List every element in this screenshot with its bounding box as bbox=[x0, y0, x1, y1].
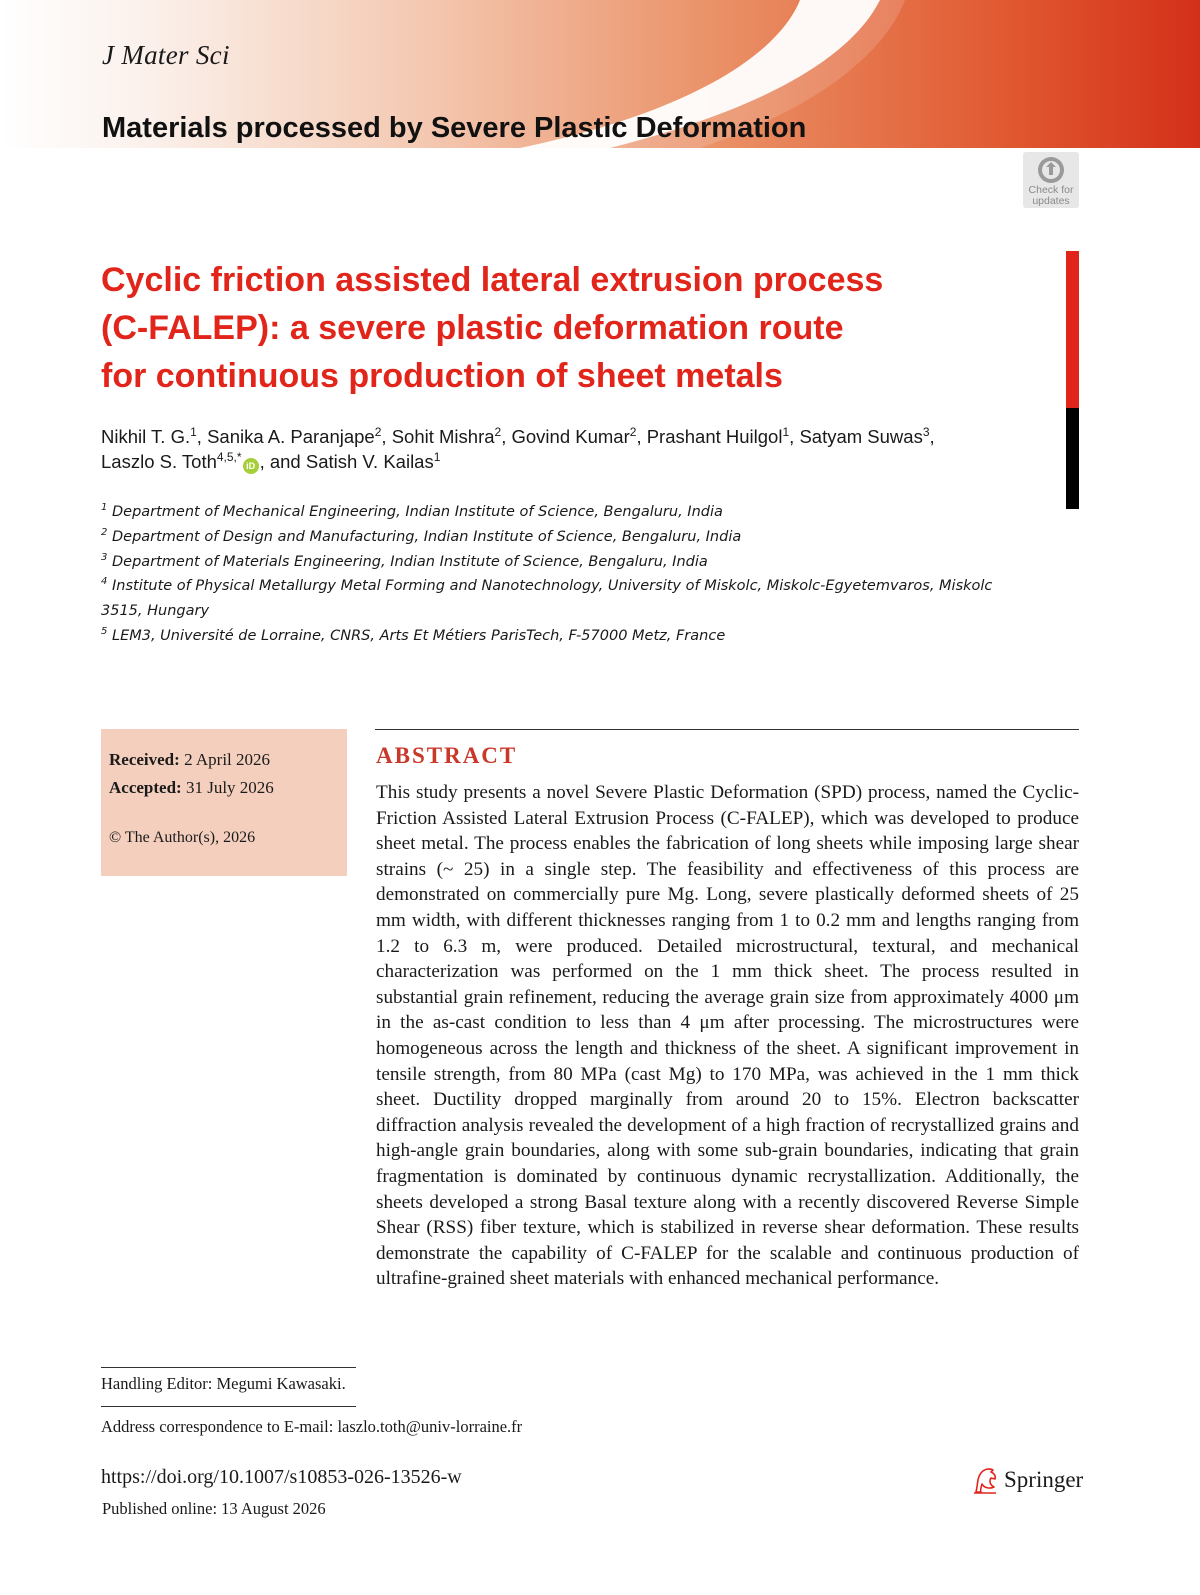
author-name: Govind Kumar bbox=[511, 426, 630, 447]
title-line: (C-FALEP): a severe plastic deformation route bbox=[101, 309, 844, 347]
article-dates-box bbox=[101, 729, 347, 876]
received-row bbox=[109, 749, 339, 771]
correspondence-email-link[interactable]: laszlo.toth@univ-lorraine.fr bbox=[337, 1417, 523, 1436]
author-name: Laszlo S. Toth bbox=[101, 451, 217, 472]
affiliation-text: Department of Materials Engineering, Indian Institute of Science, Bengaluru, India bbox=[111, 553, 708, 570]
received-date: 2 April 2026 bbox=[184, 750, 271, 769]
author-affiliation-ref: 1 bbox=[190, 424, 197, 439]
accent-bar-red bbox=[1066, 251, 1079, 408]
abstract-text: This study presents a novel Severe Plastic Deformation (SPD) process, named the Cyclic-Friction Assisted Lateral Extrusion Process (C-FALEP), which was developed to produce sheet metal. The process enables the fabrication of long sheets while imposing large shear strains (~ 25) in a single step. The feasibility and effectiveness of this process are demonstrated on commercially pure Mg. Long, severe plastically deformed sheets of 25 mm width, with different thicknesses ranging from 1 to 0.2 mm and lengths ranging from 1.2 to 6.3 m, were produced. Detailed microstructural, textural, and mechanical characterization was performed on the 1 mm thick sheet. The process resulted in substantial grain refinement, reducing the average grain size from approximately 4000 μm in the as-cast condition to less than 4 μm after processing. The microstructures were homogeneous across the length and thickness of the sheet. A significant improvement in tensile strength, from 80 MPa (cast Mg) to 170 MPa, was achieved in the 1 mm thick sheet. Ductility dropped marginally from around 20 to 15%. Electron backscatter diffraction analysis revealed the development of a high fraction of recrystallized grains and high-angle grain boundaries, along with some sub-grain boundaries, indicating that grain fragmentation is dominated by continuous dynamic recrystallization. Additionally, the sheets developed a strong Basal texture along with a recently discovered Reverse Simple Shear (RSS) fiber texture, which is stabilized in reverse shear deformation. These results demonstrate the capability of C-FALEP for the scalable and continuous production of ultrafine-grained sheet materials with enhanced mechanical performance. bbox=[376, 782, 1079, 1290]
check-updates-label: Check for updates bbox=[1028, 184, 1074, 207]
accepted-row bbox=[109, 777, 339, 799]
author-name: Satyam Suwas bbox=[799, 426, 923, 447]
correspondence bbox=[101, 1417, 522, 1437]
author-affiliation-ref: 3 bbox=[922, 424, 930, 439]
abstract-divider bbox=[375, 729, 1079, 730]
title-line: for continuous production of sheet metals bbox=[101, 357, 783, 395]
orcid-icon[interactable]: iD bbox=[243, 458, 259, 474]
publisher-name: Springer bbox=[1004, 1467, 1084, 1492]
author-name: Prashant Huilgol bbox=[646, 426, 783, 447]
accepted-label: Accepted: bbox=[109, 778, 182, 797]
affiliation-number: 4 bbox=[101, 576, 108, 588]
affiliation-item bbox=[101, 500, 1031, 525]
author-name: Satish V. Kailas bbox=[305, 451, 434, 472]
affiliation-item bbox=[101, 624, 1031, 649]
received-label: Received: bbox=[109, 750, 180, 769]
affiliation-text: Institute of Physical Metallurgy Metal Forming and Nanotechnology, University of Miskolc, Miskolc-Egyetemvaros, Miskolc 3515, Hungary bbox=[101, 578, 993, 620]
accent-bar-black bbox=[1066, 408, 1079, 509]
copyright-notice: © The Author(s), 2026 bbox=[109, 829, 256, 846]
author-name: Nikhil T. G. bbox=[101, 426, 191, 447]
correspondence-label: Address correspondence to E-mail: bbox=[101, 1417, 334, 1436]
affiliation-number: 1 bbox=[101, 502, 108, 514]
author-affiliation-ref: 2 bbox=[374, 424, 382, 439]
article-title bbox=[101, 256, 981, 400]
footnote-divider bbox=[101, 1406, 356, 1407]
author-name: Sanika A. Paranjape bbox=[207, 426, 375, 447]
title-line: Cyclic friction assisted lateral extrusion process bbox=[101, 261, 884, 299]
handling-editor: Handling Editor: Megumi Kawasaki. bbox=[101, 1374, 346, 1393]
affiliation-item bbox=[101, 574, 1031, 624]
check-updates-icon bbox=[1036, 155, 1066, 185]
author-connector: and bbox=[269, 451, 301, 472]
affiliation-list bbox=[101, 500, 1031, 649]
author-affiliation-ref: 4,5,* bbox=[216, 449, 242, 464]
check-for-updates-button[interactable] bbox=[1023, 152, 1079, 208]
accepted-date: 31 July 2026 bbox=[185, 778, 274, 797]
publisher-logo bbox=[972, 1463, 1083, 1497]
author-list: Nikhil T. G.$^1$, Sanika A. Paranjape$^2$, Sohit Mishra$^2$, Govind Kumar$^2$, Prashant Huilgol$^1$, Satyam Suwas$^3$, Laszlo S. Toth$^{4,5,*}$iD , and Satish V. Kailas$^1$ bbox=[101, 424, 935, 472]
footnote-divider bbox=[101, 1367, 356, 1368]
affiliation-item bbox=[101, 550, 1031, 575]
published-date: Published online: 13 August 2026 bbox=[102, 1499, 326, 1518]
author-affiliation-ref: 2 bbox=[629, 424, 637, 439]
author-name: Sohit Mishra bbox=[391, 426, 495, 447]
author-affiliation-ref: 1 bbox=[782, 424, 790, 439]
journal-name: J Mater Sci bbox=[102, 40, 230, 70]
affiliation-item bbox=[101, 525, 1031, 550]
affiliation-text: Department of Mechanical Engineering, Indian Institute of Science, Bengaluru, India bbox=[111, 504, 723, 520]
affiliation-text: Department of Design and Manufacturing, Indian Institute of Science, Bengaluru, India bbox=[111, 528, 742, 545]
springer-horse-icon bbox=[972, 1466, 998, 1494]
abstract-heading: ABSTRACT bbox=[376, 743, 518, 768]
affiliation-number: 3 bbox=[101, 551, 108, 563]
doi-link[interactable]: https://doi.org/10.1007/s10853-026-13526-w bbox=[101, 1466, 462, 1488]
section-title: Materials processed by Severe Plastic Deformation bbox=[102, 112, 807, 144]
affiliation-number: 2 bbox=[101, 526, 108, 538]
author-affiliation-ref: 2 bbox=[494, 424, 502, 439]
author-affiliation-ref: 1 bbox=[433, 449, 441, 464]
affiliation-text: LEM3, Université de Lorraine, CNRS, Arts Et Métiers ParisTech, F-57000 Metz, France bbox=[111, 627, 726, 644]
affiliation-number: 5 bbox=[101, 626, 108, 638]
